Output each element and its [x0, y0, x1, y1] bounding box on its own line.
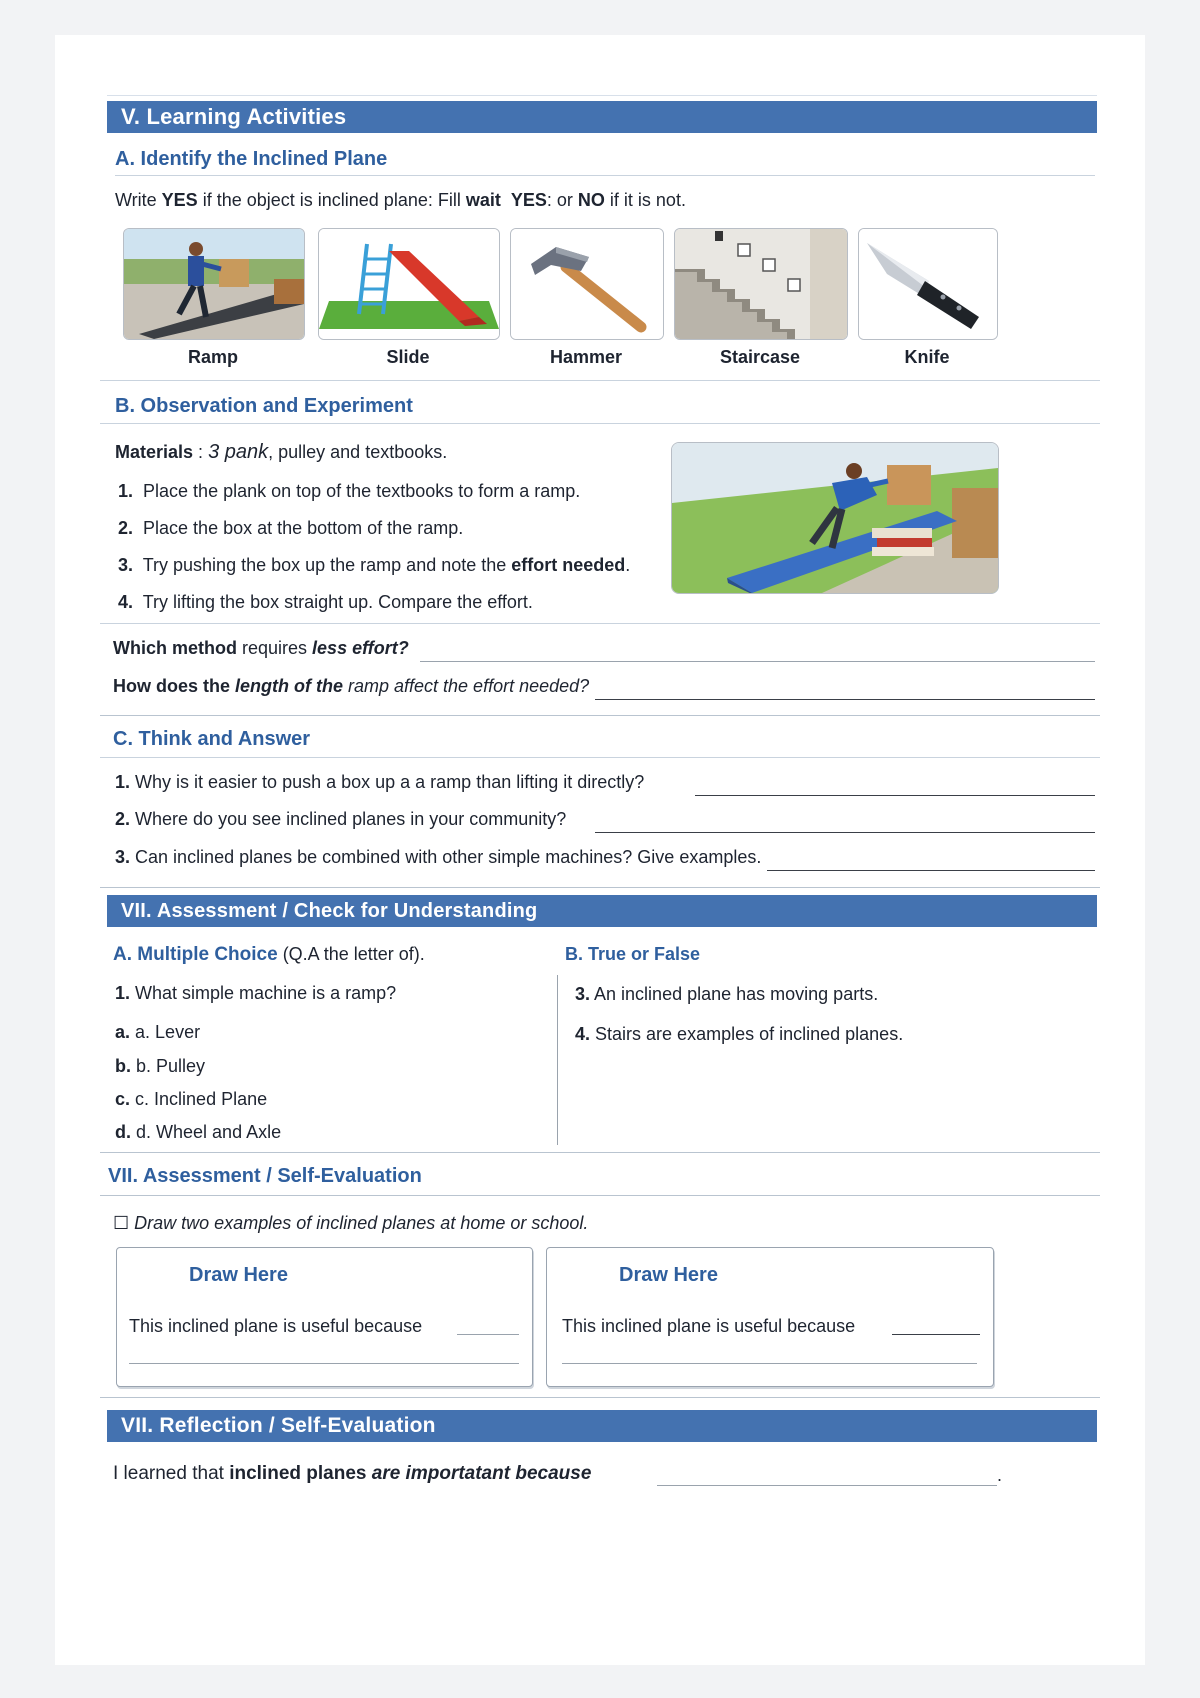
think-question-1: 1. Why is it easier to push a box up a a ramp than lifting it directly?	[115, 772, 645, 792]
materials-line: Materials : 3 pank, pulley and textbooks.	[115, 441, 448, 463]
divider	[100, 1152, 1100, 1153]
column-divider	[557, 975, 558, 1145]
answer-line[interactable]	[657, 1485, 997, 1486]
answer-line[interactable]	[595, 832, 1095, 833]
draw-box-text: This inclined plane is useful because	[129, 1316, 423, 1336]
answer-line[interactable]	[562, 1363, 977, 1364]
top-divider	[107, 95, 1097, 96]
section-b-title: B. Observation and Experiment	[115, 395, 413, 417]
divider	[100, 1195, 1100, 1196]
think-question-2: 2. Where do you see inclined planes in your community?	[115, 809, 567, 829]
draw-box-title: Draw Here	[619, 1264, 718, 1286]
tf-item-3: 3. An inclined plane has moving parts.	[575, 984, 879, 1004]
step-3: 3. Try pushing the box up the ramp and note the effort needed.	[118, 555, 631, 575]
checkbox-icon[interactable]: ☐	[113, 1213, 130, 1233]
draw-box-1[interactable]	[116, 1247, 533, 1387]
divider	[100, 887, 1100, 888]
answer-line[interactable]	[420, 661, 1095, 662]
reflection-sentence: I learned that inclined planes are importatant because	[113, 1463, 592, 1484]
divider	[100, 757, 1100, 758]
option-b[interactable]: b. b. Pulley	[115, 1056, 206, 1076]
draw-instruction: ☐ Draw two examples of inclined planes at home or school.	[113, 1213, 589, 1233]
draw-box-text: This inclined plane is useful because	[562, 1316, 856, 1336]
multiple-choice-title: A. Multiple Choice (Q.A the letter of).	[113, 944, 425, 965]
item-label-staircase: Staircase	[719, 347, 801, 367]
section-c-title: C. Think and Answer	[113, 728, 311, 750]
divider	[100, 380, 1100, 381]
answer-line[interactable]	[457, 1334, 519, 1335]
answer-line[interactable]	[129, 1363, 519, 1364]
reflection-period: .	[997, 1465, 1003, 1485]
question-ramp-length: How does the length of the ramp affect the effort needed?	[113, 676, 590, 696]
divider	[100, 715, 1100, 716]
option-d[interactable]: d. d. Wheel and Axle	[115, 1122, 282, 1142]
reflection-band: VII. Reflection / Self-Evaluation	[107, 1410, 1097, 1442]
answer-line[interactable]	[695, 795, 1095, 796]
section-a-title: A. Identify the Inclined Plane	[115, 148, 388, 170]
true-false-title: B. True or False	[565, 944, 701, 964]
item-label-ramp: Ramp	[187, 347, 238, 367]
learning-activities-band: V. Learning Activities	[107, 101, 1097, 133]
experiment-photo	[671, 442, 999, 594]
divider	[100, 423, 1100, 424]
item-label-hammer: Hammer	[549, 347, 623, 367]
answer-line[interactable]	[892, 1334, 980, 1335]
slide-illustration	[318, 228, 500, 340]
divider	[100, 1397, 1100, 1398]
option-c[interactable]: c. c. Inclined Plane	[115, 1089, 268, 1109]
assessment-band: VII. Assessment / Check for Understanding	[107, 895, 1097, 927]
divider	[115, 175, 1095, 176]
think-question-3: 3. Can inclined planes be combined with other simple machines? Give examples.	[115, 847, 762, 867]
knife-illustration	[858, 228, 998, 340]
divider	[100, 623, 1100, 624]
step-1: 1. Place the plank on top of the textbooks to form a ramp.	[118, 481, 581, 501]
hammer-illustration	[510, 228, 664, 340]
question-less-effort: Which method requires less effort?	[113, 638, 409, 658]
worksheet-page	[55, 35, 1145, 1665]
answer-line[interactable]	[595, 699, 1095, 700]
step-4: 4. Try lifting the box straight up. Compare the effort.	[118, 592, 533, 612]
draw-box-title: Draw Here	[189, 1264, 288, 1286]
staircase-photo	[674, 228, 848, 340]
option-a[interactable]: a. a. Lever	[115, 1022, 201, 1042]
item-label-slide: Slide	[386, 347, 430, 367]
tf-item-4: 4. Stairs are examples of inclined planes.	[575, 1024, 904, 1044]
mc-question: 1. What simple machine is a ramp?	[115, 983, 397, 1003]
instruction-text: Write YES if the object is inclined plane: Fill wait YES: or NO if it is not.	[115, 190, 686, 210]
answer-line[interactable]	[767, 870, 1095, 871]
ramp-photo	[123, 228, 305, 340]
item-label-knife: Knife	[904, 347, 950, 367]
draw-box-2[interactable]	[546, 1247, 994, 1387]
step-2: 2. Place the box at the bottom of the ramp.	[118, 518, 464, 538]
self-evaluation-title: VII. Assessment / Self-Evaluation	[108, 1165, 422, 1187]
